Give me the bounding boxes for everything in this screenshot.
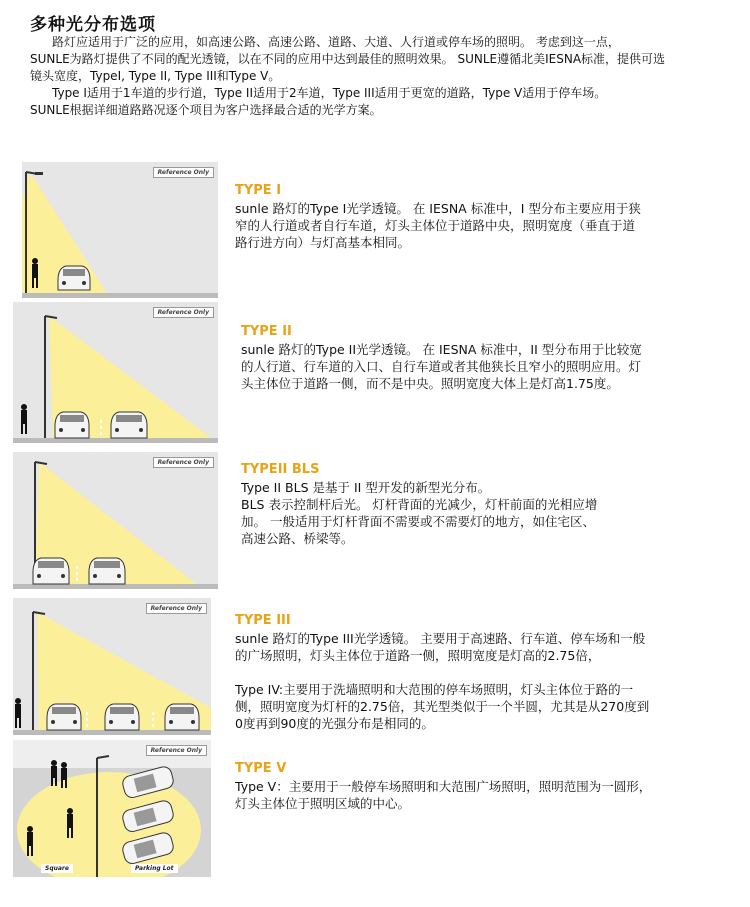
car-icon [55,412,89,438]
type-i-section [235,182,641,251]
person-icon [51,760,57,786]
section-line: 灯头主体位于照明区域的中心。 [235,796,411,811]
section-line: Type II BLS 是基于 II 型开发的新型光分布。 [241,480,491,495]
intro-line: Type I适用于1车道的步行道，Type II适用于2车道，Type III适用于更宽的道路，Type V适用于停车场。 [52,86,607,100]
type-v-diagram [13,740,211,877]
section-line: sunle 路灯的Type III光学透镜。 主要用于高速路、行车道、停车场和一般 [235,631,646,646]
section-line: Type V：主要用于一般停车场照明和大范围广场照明，照明范围为一圆形， [235,779,652,794]
section-heading: TYPE III [235,613,291,628]
car-icon [58,266,90,290]
section-line: 头主体位于道路一侧，而不是中央。照明宽度大体上是灯高1.75度。 [241,376,619,391]
person-icon [15,698,21,728]
type-ii-section [241,323,642,392]
reference-tag: Reference Only [153,167,214,178]
section-line: 高速公路、桥梁等。 [241,531,354,546]
section-line: 侧，照明宽度为灯杆的2.75倍，其光型类似于一个半圆，尤其是从270度到 [235,699,650,714]
section-heading: TYPE II [241,324,292,339]
type-iii-section [235,612,649,732]
section-heading: TYPE I [235,183,282,198]
section-line: 加。 一般适用于灯杆背面不需要或不需要灯的地方，如住宅区、 [241,514,595,529]
section-line: BLS 表示控制杆后光。 灯杆背面的光减少，灯杆前面的光相应增 [241,497,598,512]
intro-text [30,34,730,119]
car-icon [111,412,147,438]
page-title: 多种光分布选项 [30,15,156,35]
person-icon [21,404,27,434]
car-icon [105,704,139,730]
intro-line: SUNLE根据详细道路路况逐个项目为客户选择最合适的光学方案。 [30,103,382,117]
type-ii-bls-section [241,461,597,547]
section-heading: TYPEII BLS [241,462,320,477]
section-line: 0度再到90度的光强分布是相同的。 [235,716,434,731]
section-line: 的人行道、行车道的入口、自行车道或者其他狭长且窄小的照明应用。灯 [241,359,642,374]
type-iii-diagram [13,598,211,735]
type-ii-bls-illustration [13,452,218,589]
car-icon [165,704,199,730]
type-i-diagram [22,162,218,298]
section-heading: TYPE V [235,761,287,776]
reference-tag: Reference Only [153,307,214,318]
section-line: 的广场照明，灯头主体位于道路一侧，照明宽度是灯高的2.75倍， [235,648,601,663]
reference-tag: Reference Only [153,457,214,468]
intro-line: 镜头宽度，TypeI, Type II, Type III和Type V。 [30,69,281,83]
parking-lot-label: Parking Lot [131,864,178,873]
type-v-illustration [13,740,211,877]
car-icon [89,558,125,584]
type-iii-illustration [13,598,211,735]
type-i-illustration [22,162,218,298]
type-v-section [235,760,651,812]
intro-line: SUNLE为路灯提供了不同的配光透镜，以在不同的应用中达到最佳的照明效果。 SUNLE遵循北美IESNA标准，提供可选 [30,52,666,66]
section-line: sunle 路灯的Type I光学透镜。 在 IESNA 标准中，I 型分布主要应用于狭 [235,201,641,216]
type-ii-diagram [13,302,218,443]
section-line: sunle 路灯的Type II光学透镜。 在 IESNA 标准中，II 型分布用于比较宽 [241,342,642,357]
reference-tag: Reference Only [146,603,207,614]
intro-line: 路灯应适用于广泛的应用，如高速公路、高速公路、道路、大道、人行道或停车场的照明。 考虑到这一点， [52,35,620,49]
type-ii-illustration [13,302,218,443]
square-label: Square [41,864,73,873]
car-icon [33,558,69,584]
reference-tag: Reference Only [146,745,207,756]
type-ii-bls-diagram [13,452,218,589]
section-line: 路行进方向）与灯高基本相同。 [235,235,411,250]
section-line: 窄的人行道或者自行车道，灯头主体位于道路中央，照明宽度（垂直于道 [235,218,636,233]
section-line: Type IV:主要用于洗墙照明和大范围的停车场照明，灯头主体位于路的一 [235,682,634,697]
car-icon [47,704,81,730]
